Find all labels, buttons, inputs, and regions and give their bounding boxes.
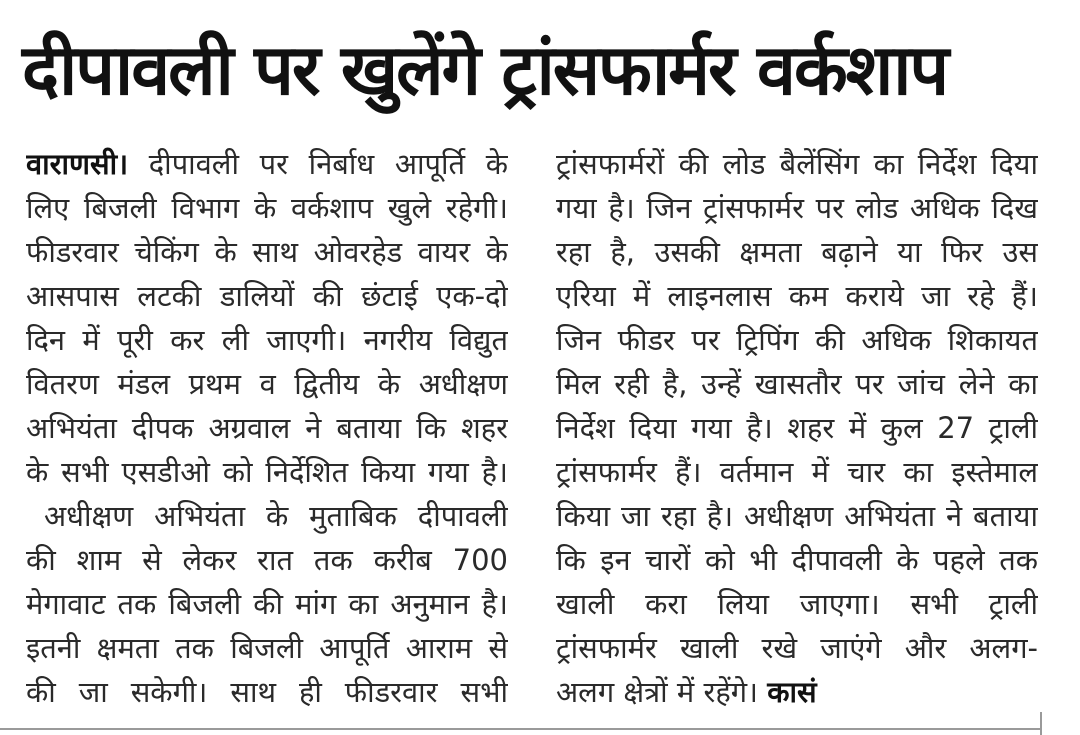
divider-corner: [1040, 712, 1042, 735]
article-line: एरिया में लाइनलास कम कराये जा रहे हैं।: [556, 279, 1038, 313]
article-line: की जा सकेगी। साथ ही फीडरवार सभी: [26, 675, 508, 709]
article-line: गया है। जिन ट्रांसफार्मर पर लोड अधिक दिख: [556, 191, 1038, 225]
article-line: आसपास लटकी डालियों की छंटाई एक-दो: [26, 279, 508, 313]
article-line: निर्देश दिया गया है। शहर में कुल 27 ट्राली: [556, 411, 1038, 445]
article-text: अलग क्षेत्रों में रहेंगे।: [556, 675, 768, 709]
dateline: वाराणसी।: [26, 147, 129, 181]
article-text: दीपावली पर निर्बाध आपूर्ति के: [128, 147, 508, 181]
article-line: ट्रांसफार्मर हैं। वर्तमान में चार का इस्तेमाल: [556, 455, 1038, 489]
article-line: जिन फीडर पर ट्रिपिंग की अधिक शिकायत: [556, 323, 1038, 357]
article-line: अभियंता दीपक अग्रवाल ने बताया कि शहर: [26, 411, 508, 445]
article-line: अधीक्षण अभियंता के मुताबिक दीपावली: [44, 499, 508, 533]
article-line: मिल रही है, उन्हें खासतौर पर जांच लेने का: [556, 367, 1038, 401]
article-line: इतनी क्षमता तक बिजली आपूर्ति आराम से: [26, 631, 508, 665]
article-line: के सभी एसडीओ को निर्देशित किया गया है।: [26, 455, 508, 489]
article-line: फीडरवार चेकिंग के साथ ओवरहेड वायर के: [26, 235, 508, 269]
article-line: कि इन चारों को भी दीपावली के पहले तक: [556, 543, 1038, 577]
article-line: लिए बिजली विभाग के वर्कशाप खुले रहेगी।: [26, 191, 508, 225]
article-line: [556, 670, 1038, 714]
article-line: दिन में पूरी कर ली जाएगी। नगरीय विद्युत: [26, 323, 508, 357]
article-line: ट्रांसफार्मर खाली रखे जाएंगे और अलग-: [556, 631, 1038, 665]
article-column-left: [26, 142, 508, 714]
article-line: वितरण मंडल प्रथम व द्वितीय के अधीक्षण: [26, 367, 508, 401]
article-line: मेगावाट तक बिजली की मांग का अनुमान है।: [26, 587, 508, 621]
article-line: ट्रांसफार्मरों की लोड बैलेंसिंग का निर्देश दिया: [556, 147, 1038, 181]
article-line: रहा है, उसकी क्षमता बढ़ाने या फिर उस: [556, 235, 1038, 269]
bottom-divider: [0, 728, 1040, 730]
article-line: किया जा रहा है। अधीक्षण अभियंता ने बताया: [556, 499, 1038, 533]
byline-credit: कासं: [767, 675, 817, 709]
headline: दीपावली पर खुलेंगे ट्रांसफार्मर वर्कशाप: [22, 29, 948, 111]
article-line: की शाम से लेकर रात तक करीब 700: [26, 543, 508, 577]
article-column-right: [556, 142, 1038, 714]
article-line: [26, 142, 508, 186]
article-line: खाली करा लिया जाएगा। सभी ट्राली: [556, 587, 1038, 621]
